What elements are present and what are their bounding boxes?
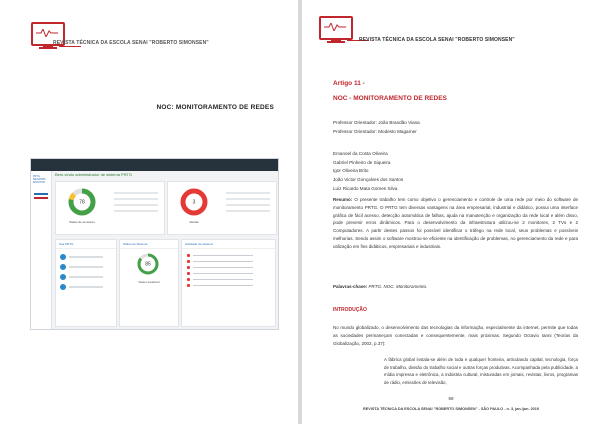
system-status-value: 85 [145,261,151,268]
abstract-label: Resumo: [333,197,353,202]
my-prtg-title: Sua PRTG [56,240,116,249]
system-status-panel [119,239,179,327]
journal-logo-icon [319,16,353,46]
article-number: Artigo 11 - [333,80,365,87]
article-title: NOC - MONITORAMENTO DE REDES [333,95,447,102]
advisors-list [333,119,420,136]
sensors-panel [55,181,165,235]
alerts-panel-label: Alertas [189,220,199,224]
dashboard-sidebar [31,171,52,329]
keywords-paragraph [333,283,578,291]
author-line: João Victor Gonçalves dos Santos [333,177,404,183]
system-status-title: Status do Sistema [120,240,178,249]
advisor-line: Professor Orientador: João Brandão Viana [333,120,420,125]
system-activity-title: Atividade de sistema [182,240,275,249]
advisor-line: Professor Orientador: Modesto Magarner [333,128,417,134]
sensors-donut-value: 78 [79,199,85,206]
system-status-gauge [136,252,160,276]
journal-title: REVISTA TÉCNICA DA ESCOLA SENAI "ROBERTO SIMONSEN" [53,40,209,46]
introduction-heading: INTRODUÇÃO [333,307,367,313]
author-line: Igor Oliveira Brito [333,168,369,174]
page-number: 69 [448,396,454,401]
system-status-label: Status saudável [138,280,160,284]
alerts-donut-value: 3 [192,199,196,206]
author-line: Gabriel Pinheiro de Siqueira [333,159,391,165]
right-page [302,0,600,424]
abstract-paragraph [333,196,578,251]
dashboard-topbar [31,159,278,171]
prtg-dashboard-figure [30,158,279,330]
system-activity-panel [181,239,276,327]
block-quote: A fábrica global instala-se além de toda e qualquer fronteira, articulando capital, tecnologia, força de trabalho, divisão do trabalho social e outras forças produtivas. Acompanhada pela publicidade, a mídia impressa e eletrônica, a indústria cultural, misturadas em jornais, revistas, livros, programas de rádio, emissões de televisão, [384,357,578,385]
journal-logo-icon [31,22,65,52]
dashboard-brand: PRTG NETWORK MONITOR [33,175,46,184]
sensors-panel-label: Status de sensores [69,220,95,224]
journal-title: REVISTA TÉCNICA DA ESCOLA SENAI "ROBERTO SIMONSEN" [359,37,515,43]
abstract-text: O presente trabalho tem como objetivo o gerenciamento e controle de uma rede por meio do software de monitoramento PRTG. O PRTG tem diversas vantagens na área empresarial, industrial e didático, possui uma interface gráfica de fácil acesso, detecção automática de falhas, ajuda na manutenção e organização da rede local e além disso, pode prevenir erros dinâmicos. Para o desenvolvimento da infraestrutura utilizou-se 2 monitores, 2 TVs e 2 Computadores. A partir destes passos foi possível identificar o tráfego na rede local, seus problemas e possíveis melhorias. Sendo assim o software mostrou-se eficiente na identificação de problemas, no gerenciamento da rede e para utilização em fins didáticos, empresariais e industriais. [333,197,578,249]
author-line: Emanoel da Costa Oliveira [333,151,388,156]
dashboard-welcome: Bem-vindo administrador de sistema PRTG [55,172,133,177]
my-prtg-panel [55,239,117,327]
section-title: NOC: MONITORAMENTO DE REDES [156,104,274,111]
keywords-text: PRTG. NOC. Monitoramento. [368,284,428,289]
left-page [0,0,298,424]
alerts-panel [167,181,277,235]
author-line: Luiz Ricardo Mata Gomes Silva [333,185,398,191]
authors-list [333,150,403,194]
alerts-donut-chart [180,188,208,216]
introduction-paragraph: No mundo globalizado, o desenvolvimento das tecnologias da informação, especialmente da internet, permite que todas as sociedades permaneçam conectadas e consequentemente, mais próximas. Segundo Octavio Ianni (Teorias da Globalização, 2002, p.37): [333,325,578,346]
sensors-donut-chart [68,188,96,216]
page-footer: REVISTA TÉCNICA DA ESCOLA SENAI "ROBERTO SIMONSEN" - SÃO PAULO - n. 3, jan./jun. 2019 [362,407,540,411]
keywords-label: Palavras-chave: [333,284,368,289]
